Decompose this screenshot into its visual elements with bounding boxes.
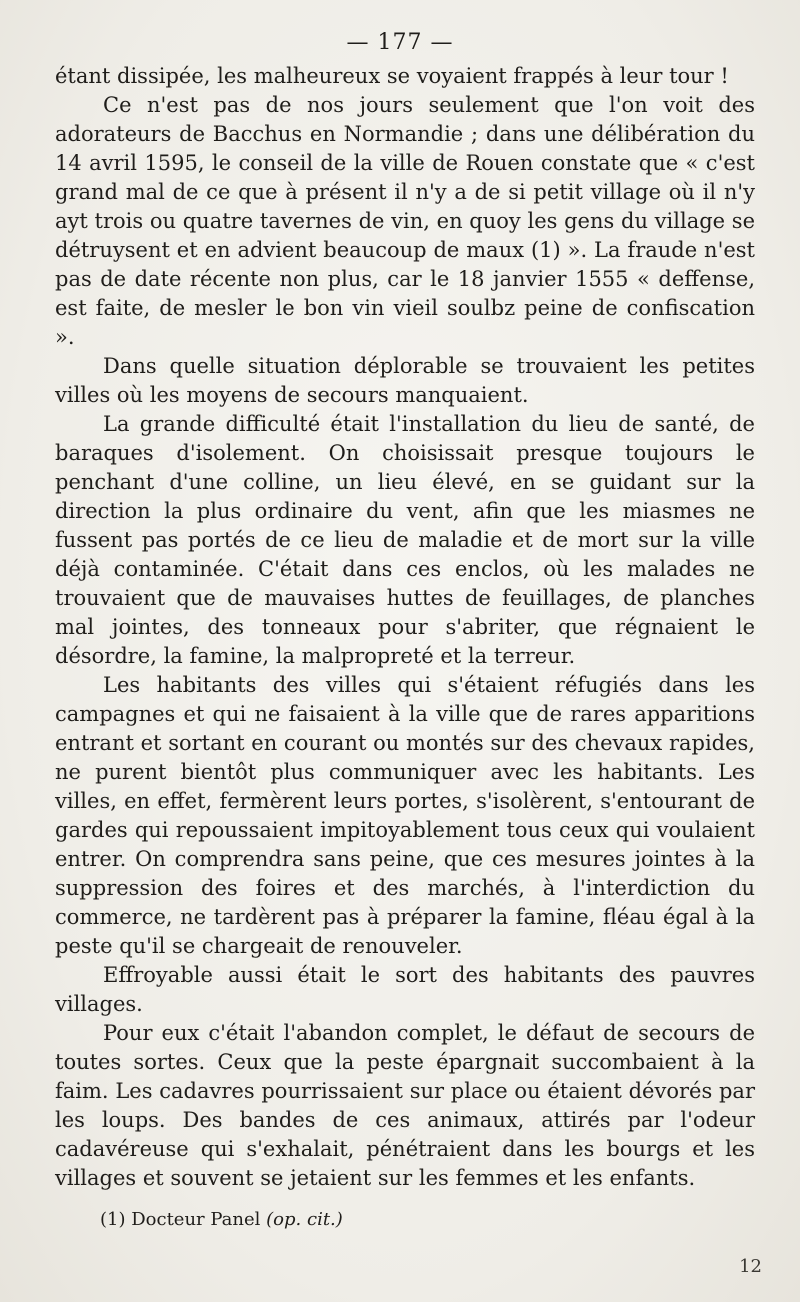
paragraph: Pour eux c'était l'abandon complet, le défaut de secours de toutes sortes. Ceux que la peste épargnait succombaient à la faim. Les cadavres pourrissaient sur place ou étaient dévorés par les loups. Des bandes de ces animaux, attirés par l'odeur cadavéreuse qui s'exhalait, pénétraient dans les bourgs et les villages et souvent se jetaient sur les femmes et les enfants. xyxy=(55,1021,755,1190)
signature-mark: 12 xyxy=(739,1256,762,1277)
paragraph: étant dissipée, les malheureux se voyaient frappés à leur tour ! xyxy=(55,64,729,88)
paragraph: Dans quelle situation déplorable se trouvaient les petites villes où les moyens de secours manquaient. xyxy=(55,354,755,407)
footnote xyxy=(100,1208,343,1232)
page-number: — 177 — xyxy=(346,30,454,55)
paragraph: Les habitants des villes qui s'étaient réfugiés dans les campagnes et qui ne faisaient à la ville que de rares apparitions entrant et sortant en courant ou montés sur des chevaux rapides, ne purent bientôt plus communiquer avec les habitants. Les villes, en effet, fermèrent leurs portes, s'isolèrent, s'entourant de gardes qui repoussaient impitoyablement tous ceux qui voulaient entrer. On comprendra sans peine, que ces mesures jointes à la suppression des foires et des marchés, à l'interdiction du commerce, ne tardèrent pas à préparer la famine, fléau égal à la peste qu'il se chargeait de renouveler. xyxy=(55,673,755,958)
paragraph: La grande difficulté était l'installation du lieu de santé, de baraques d'isolement. On choisissait presque toujours le penchant d'une colline, un lieu élevé, en se guidant sur la direction la plus ordinaire du vent, afin que les miasmes ne fussent pas portés de ce lieu de maladie et de mort sur la ville déjà contaminée. C'était dans ces enclos, où les malades ne trouvaient que de mauvaises huttes de feuillages, de planches mal jointes, des tonneaux pour s'abriter, que régnaient le désordre, la famine, la malpropreté et la terreur. xyxy=(55,412,755,668)
footnote-reference: (op. cit.) xyxy=(266,1209,343,1230)
paragraph: Ce n'est pas de nos jours seulement que l'on voit des adorateurs de Bacchus en Normandie ; dans une délibération du 14 avril 1595, le conseil de la ville de Rouen constate que « c'est grand mal de ce que à présent il n'y a de si petit village où il n'y ayt trois ou quatre tavernes de vin, en quoy les gens du village se détruysent et en advient beaucoup de maux (1) ». La fraude n'est pas de date récente non plus, car le 18 janvier 1555 « deffense, est faite, de mesler le bon vin vieil soulbz peine de confiscation ». xyxy=(55,93,755,349)
body-text xyxy=(55,62,755,1193)
footnote-label: (1) Docteur Panel xyxy=(100,1209,261,1230)
paragraph: Effroyable aussi était le sort des habitants des pauvres villages. xyxy=(55,963,755,1016)
